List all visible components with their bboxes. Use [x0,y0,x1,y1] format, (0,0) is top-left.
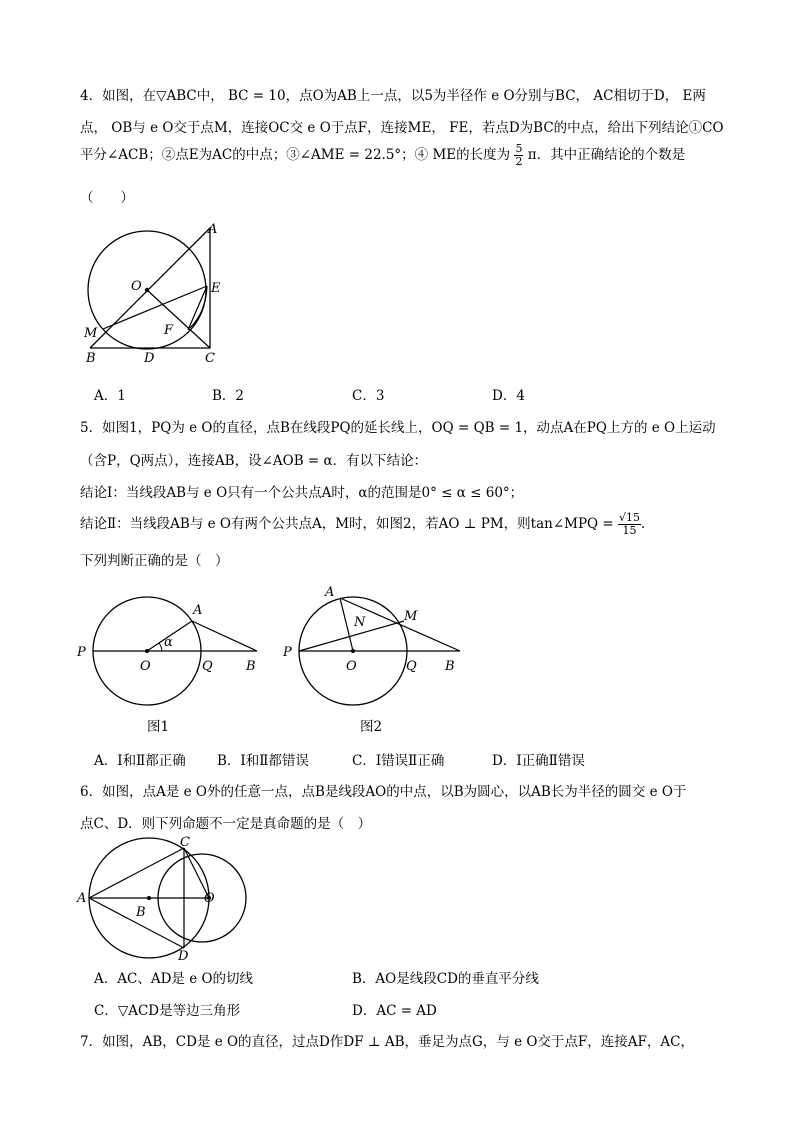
q6-label-b: B [136,905,146,920]
q4-label-o: O [131,279,142,294]
q5-fig2-label-a: A [325,585,335,600]
q5-fig1-caption: 图1 [147,719,170,735]
q6-label-o: O [204,891,215,906]
q5-fig1-segment-ab [192,621,257,651]
q6-label-c: C [180,836,190,850]
q4-fraction-num: 5 [515,142,523,155]
q5-option-d: D．Ⅰ正确Ⅱ错误 [492,753,585,769]
q4-line-3-a: 平分∠ACB；②点E为AC的中点；③∠AME = 22.5°；④ ME的长度为 [80,147,511,163]
q5-line-4-a: 结论Ⅱ：当线段AB与 e O有两个公共点A，M时，如图2，若AO ⊥ PM，则tan∠MPQ = [80,516,614,532]
q5-fig2-label-p: P [283,645,292,660]
q6-option-c: C．▽ACD是等边三角形 [94,1003,241,1019]
q5-fig2-caption: 图2 [360,719,383,735]
q4-option-b: B．2 [212,388,245,404]
q5-tan-den: 15 [622,524,637,537]
q5-fig1-label-q: Q [202,659,213,674]
q5-fig1-label-alpha: α [164,635,173,650]
q4-line-3 [80,143,685,168]
q5-fig2-segment-ao [340,598,353,651]
q6-option-b: B．AO是线段CD的垂直平分线 [352,971,539,987]
q6-line-1: 6．如图，点A是 e O外的任意一点，点B是线段AO的中点，以B为圆心，以AB长为半径的圆交 e O于 [80,784,687,800]
q4-label-a: A [208,222,218,237]
q5-line-4: 结论Ⅱ：当线段AB与 e O有两个公共点A，M时，如图2，若AO ⊥ PM，则tan∠MPQ = $\frac{√15}{15}$ ． [80,511,655,537]
q4-label-e: E [211,281,221,296]
q5-fig1-center-dot [145,649,149,653]
q5-fig2-label-o: O [346,659,357,674]
q4-line-1: 4．如图，在▽ABC中， BC = 10，点O为AB上一点，以5为半径作 e O分别与BC， AC相切于D， E两 [80,88,706,104]
q4-paren: （ ） [80,190,134,206]
q5-line-3: 结论Ⅰ：当线段AB与 e O只有一个公共点A时，α的范围是0° ≤ α ≤ 60°； [80,485,524,501]
q4-label-d: D [144,351,155,366]
q5-line-1: 5．如图1，PQ为 e O的直径，点B在线段PQ的延长线上，OQ = QB = 1，动点A在PQ上方的 e O上运动 [80,420,716,436]
q7-line-1: 7．如图，AB，CD是 e O的直径，过点D作DF ⊥ AB，垂足为点G，与 e O交于点F，连接AF，AC， [80,1034,694,1050]
q4-option-c: C．3 [352,388,385,404]
q5-option-b: B．Ⅰ和Ⅱ都错误 [217,753,309,769]
q5-fig1-label-o: O [140,659,151,674]
q6-label-d: D [178,949,189,962]
q6-option-d: D．AC = AD [352,1003,437,1019]
q4-line-2: 点， OB与 e O交于点M，连接OC交 e O于点F，连接ME， FE，若点D为BC的中点，给出下列结论①CO [80,120,724,136]
q5-fig1-label-a: A [193,603,203,618]
q4-fraction-den: 2 [515,155,523,168]
q4-center-dot [145,288,149,292]
q4-option-d: D．4 [492,388,525,404]
q5-fig2-center-dot [351,649,355,653]
q4-label-f: F [164,323,174,338]
q5-option-a: A．Ⅰ和Ⅱ都正确 [94,753,186,769]
q6-line-2: 点C、D．则下列命题不一定是真命题的是（ ） [80,816,372,832]
q6-center-b [147,896,151,900]
q4-figure [78,220,238,370]
q5-fig1-label-p: P [77,645,86,660]
q5-figure-2 [278,580,478,706]
q5-fig1-angle-arc [159,643,162,651]
q5-line-5: 下列判断正确的是（ ） [80,553,229,569]
q5-fig2-label-q: Q [406,659,417,674]
q5-fig2-label-m: M [404,609,418,624]
q4-option-a: A．1 [94,388,126,404]
q6-option-a: A．AC、AD是 e O的切线 [94,971,254,987]
q6-label-a: A [77,891,87,906]
q4-label-b: B [86,351,96,366]
q5-fig1-label-b: B [246,659,256,674]
q4-line-3-b: π．其中正确结论的个数是 [527,147,686,163]
q5-fig2-label-b: B [445,659,455,674]
q5-tan-num: √15 [619,511,641,524]
q4-fraction [514,143,523,168]
q5-line-2: （含P，Q两点），连接AB，设∠AOB = α．有以下结论： [80,453,428,469]
q5-tan-fraction [618,512,641,537]
q4-label-m: M [84,326,98,341]
q6-figure [72,836,272,962]
q5-option-c: C．Ⅰ错误Ⅱ正确 [352,753,445,769]
q5-fig2-label-n: N [354,615,366,630]
q6-segment-ac [89,848,184,898]
q4-label-c: C [205,351,215,366]
q5-figure-1 [72,586,272,706]
